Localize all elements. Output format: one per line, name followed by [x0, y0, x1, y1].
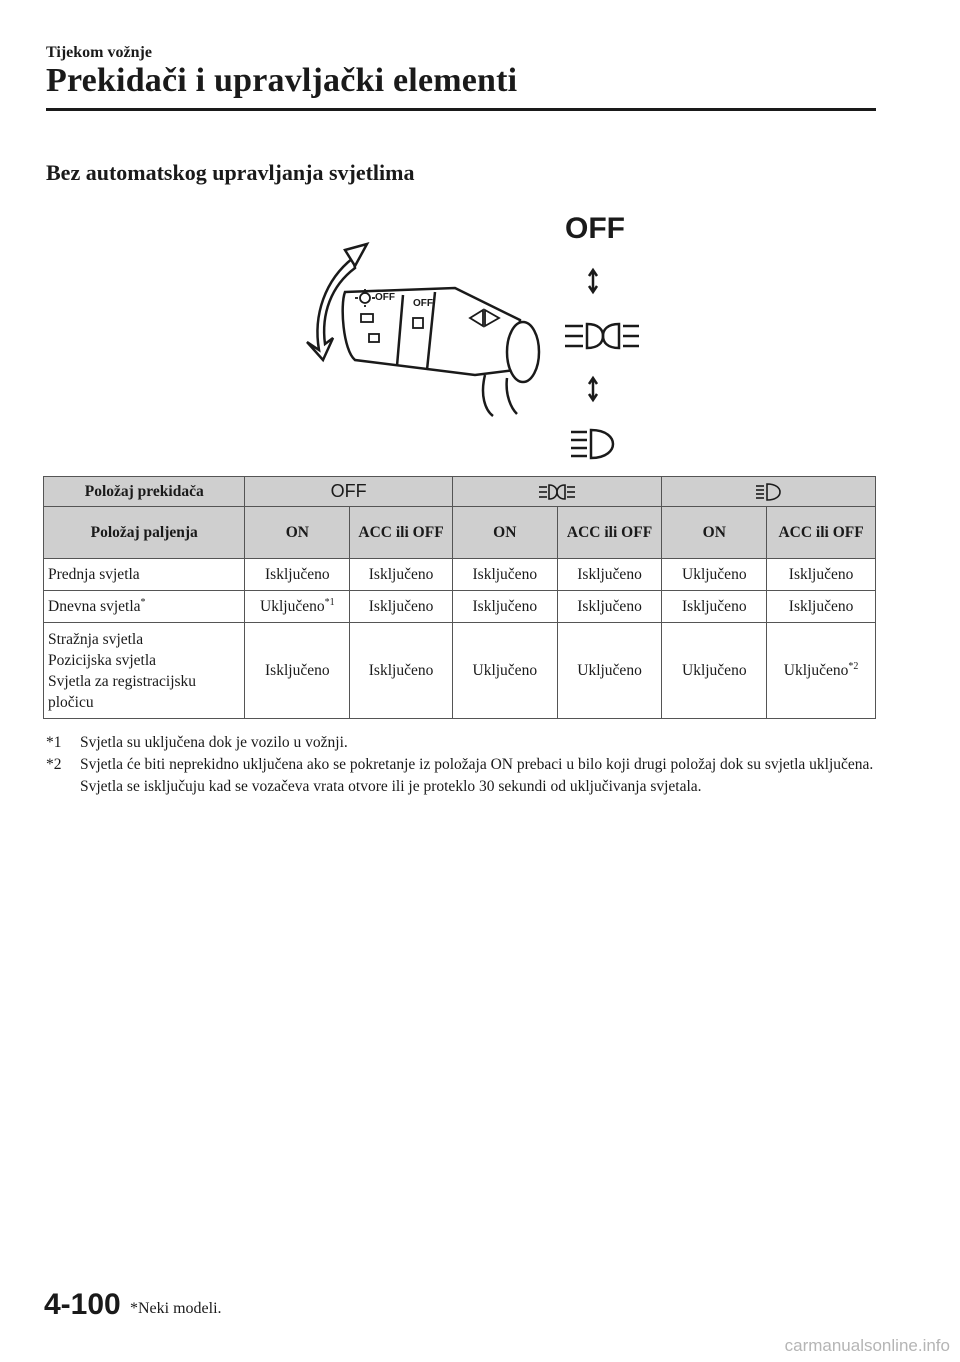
table-row: [44, 591, 876, 623]
chapter-title: Tijekom vožnje: [46, 44, 152, 61]
off-position-label: OFF: [565, 212, 625, 245]
footnote-ref: *: [140, 596, 146, 608]
lever-body: [343, 288, 539, 416]
table-cell: Isključeno: [767, 591, 876, 623]
table-cell: Uključeno: [557, 623, 662, 719]
row-label: Dnevna svjetla: [48, 598, 141, 615]
headlights-icon: [754, 482, 784, 502]
table-cell: Isključeno: [350, 559, 453, 591]
footnote-ref: *2: [848, 660, 859, 672]
table-cell: Uključeno: [452, 623, 557, 719]
ignition-value: ACC ili OFF: [557, 507, 662, 559]
ignition-value: ON: [662, 507, 767, 559]
row-label-line: Svjetla za registracijsku pločicu: [48, 672, 197, 711]
table-cell: Isključeno: [245, 623, 350, 719]
table-cell: Isključeno: [245, 559, 350, 591]
row-label: Prednja svjetla: [44, 559, 245, 591]
ignition-position-label: Položaj paljenja: [44, 507, 245, 559]
page-number: 4-100: [44, 1288, 121, 1321]
title-rule: [46, 108, 876, 111]
light-switch-lever-illustration: [285, 210, 645, 470]
headlights-icon: [571, 430, 613, 458]
ignition-value: ACC ili OFF: [350, 507, 453, 559]
footnote-text: Svjetla će biti neprekidno uključena ako se pokretanje iz položaja ON prebaci u bilo koji drugi položaj dok su svjetla uključena. Svjetla se isključuju kad se vozačeva vrata otvore ili je proteklo 30 sekundi od uključivanja svjetala.: [80, 756, 874, 795]
position-indicators: [565, 270, 639, 458]
footnote-item: [46, 754, 886, 798]
parking-lights-icon: [537, 482, 577, 502]
table-row: [44, 623, 876, 719]
footnote-mark: *1: [46, 734, 62, 751]
lighting-table: [43, 476, 876, 719]
table-cell: Uključeno: [783, 662, 849, 679]
table-cell: Isključeno: [557, 559, 662, 591]
table-cell: Isključeno: [767, 559, 876, 591]
ignition-value: ACC ili OFF: [767, 507, 876, 559]
table-row: [44, 559, 876, 591]
ignition-position-row: [44, 507, 876, 559]
off-symbol: OFF: [330, 480, 367, 501]
lever-off-text-1: OFF: [375, 292, 395, 303]
parking-lights-icon: [565, 324, 639, 348]
table-cell: Isključeno: [452, 559, 557, 591]
ignition-value: ON: [452, 507, 557, 559]
lever-off-text-2: OFF: [413, 298, 433, 309]
ignition-value: ON: [245, 507, 350, 559]
table-cell: Isključeno: [662, 591, 767, 623]
footnotes: [46, 732, 886, 798]
footnote-item: [46, 732, 886, 754]
footnote-text: Svjetla su uključena dok je vozilo u vožnji.: [80, 734, 348, 751]
table-cell: Uključeno: [662, 559, 767, 591]
models-note: *Neki modeli.: [130, 1300, 222, 1317]
row-label-line: Pozicijska svjetla: [48, 651, 157, 669]
footnote-ref: *1: [324, 596, 335, 608]
table-cell: Uključeno: [662, 623, 767, 719]
subheading: Bez automatskog upravljanja svjetlima: [46, 160, 415, 185]
table-cell: Isključeno: [350, 591, 453, 623]
section-title: Prekidači i upravljački elementi: [46, 62, 518, 99]
table-cell: Isključeno: [350, 623, 453, 719]
footnote-mark: *2: [46, 756, 62, 773]
row-label-line: Stražnja svjetla: [48, 630, 144, 648]
switch-position-row: [44, 477, 876, 507]
switch-position-label: Položaj prekidača: [44, 477, 245, 507]
table-cell: Isključeno: [557, 591, 662, 623]
table-cell: Isključeno: [452, 591, 557, 623]
watermark: carmanualsonline.info: [784, 1336, 950, 1355]
table-cell: Uključeno: [260, 598, 325, 615]
